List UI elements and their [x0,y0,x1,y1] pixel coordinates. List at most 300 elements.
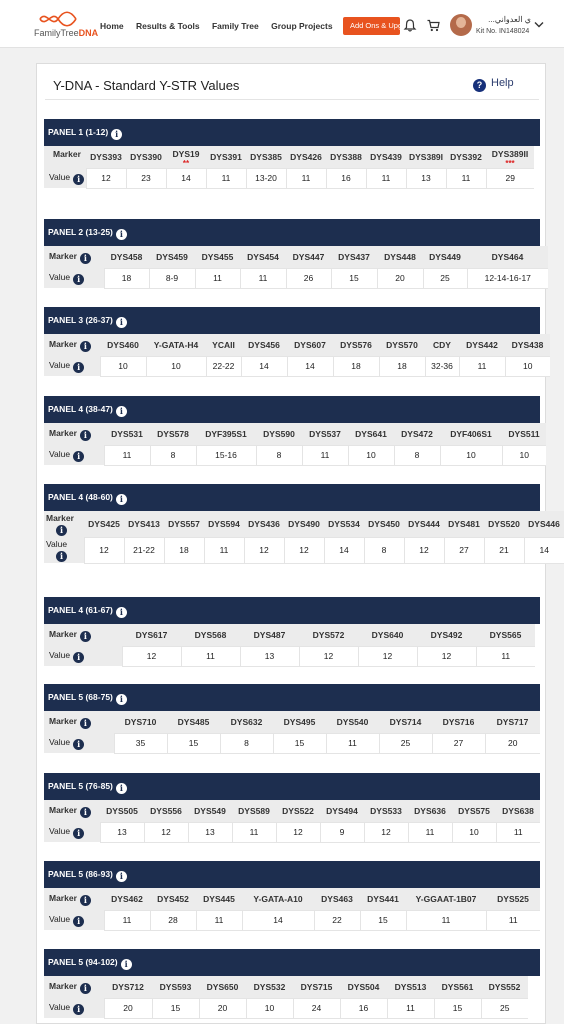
marker-name: DYS459 [149,246,195,268]
info-icon[interactable]: i [73,652,84,663]
marker-label-cell [44,423,104,445]
info-icon[interactable]: i [73,174,84,185]
marker-name: DYS589 [232,800,276,822]
marker-value: 10 [452,822,496,842]
marker-value: 8 [394,445,440,465]
marker-name: DYS641 [348,423,394,445]
marker-value: 11 [496,822,540,842]
panel-1 [44,119,540,189]
marker-value: 11 [476,646,535,666]
ystr-values-card [36,63,560,1024]
marker-value: 20 [485,733,540,753]
marker-value: 25 [379,733,432,753]
panel-header [44,484,540,511]
value-row [44,998,528,1018]
marker-value: 24 [293,998,340,1018]
marker-name: DYS531 [104,423,150,445]
panel-title: PANEL 5 (68-75) [48,692,113,702]
familytreedna-logo[interactable] [34,12,99,40]
marker-label: Marker [49,628,77,639]
marker-name: DYS442 [459,334,505,356]
info-icon[interactable]: i [121,959,132,970]
info-icon[interactable]: i [80,895,91,906]
marker-value: 12 [358,646,417,666]
value-row [44,537,564,563]
panel-header [44,307,540,334]
marker-row [44,423,546,445]
marker-name: DYS640 [358,624,417,646]
info-icon[interactable]: i [116,871,127,882]
info-icon[interactable]: i [73,1004,84,1015]
marker-name: DYS532 [246,976,293,998]
marker-name: DYS454 [240,246,286,268]
marker-value: 13 [406,168,446,188]
marker-row [44,246,548,268]
marker-name: DYS617 [122,624,181,646]
marker-value: 8 [220,733,273,753]
marker-name: Y-GATA-A10 [242,888,314,910]
value-label-cell [44,168,86,188]
marker-name: DYS438 [505,334,550,356]
marker-value: 15 [331,268,377,288]
marker-value: 12 [284,537,324,563]
panel-title: PANEL 5 (76-85) [48,781,113,791]
panel-header [44,773,540,800]
marker-value: 15 [152,998,199,1018]
marker-name: DYS447 [286,246,331,268]
marker-name: DYS534 [324,511,364,537]
marker-table [44,711,540,754]
marker-name: DYS385 [246,146,286,168]
info-icon[interactable]: i [116,229,127,240]
marker-value: 12 [276,822,320,842]
marker-label-cell [44,976,104,998]
marker-name: DYS575 [452,800,496,822]
marker-flag: *** [505,159,515,168]
info-icon[interactable]: i [116,494,127,505]
marker-value: 12 [417,646,476,666]
value-label: Value [46,538,68,549]
marker-label-cell [44,246,104,268]
logo-text: FamilyTreeDNA [34,28,99,38]
marker-value: 15 [167,733,220,753]
marker-name: Y-GATA-H4 [146,334,206,356]
marker-value: 12 [244,537,284,563]
cart-icon[interactable] [427,19,440,32]
marker-value: 13-20 [246,168,286,188]
info-icon[interactable]: i [73,916,84,927]
marker-name: DYS450 [364,511,404,537]
marker-name: DYS549 [188,800,232,822]
marker-name: DYS712 [104,976,152,998]
info-icon[interactable]: i [80,341,91,352]
value-label-cell [44,356,100,376]
marker-name: DYS426 [286,146,326,168]
marker-name: DYS439 [366,146,406,168]
marker-label-cell [44,624,122,646]
marker-value: 11 [446,168,486,188]
marker-name: DYS590 [256,423,302,445]
panel-header [44,949,540,976]
info-icon[interactable]: i [80,807,91,818]
marker-value: 10 [100,356,146,376]
info-icon[interactable]: i [80,253,91,264]
marker-value: 11 [195,268,240,288]
info-icon[interactable]: i [80,631,91,642]
marker-value: 23 [126,168,166,188]
panel-5 [44,484,560,564]
info-icon[interactable]: i [111,129,122,140]
info-icon[interactable]: i [73,274,84,285]
info-icon[interactable]: i [116,694,127,705]
marker-value: 15-16 [196,445,256,465]
marker-value: 8 [364,537,404,563]
value-label-cell [44,445,104,465]
marker-name: DYS537 [302,423,348,445]
marker-value: 11 [302,445,348,465]
marker-value: 18 [333,356,379,376]
marker-value: 13 [240,646,299,666]
value-row [44,822,540,842]
value-label: Value [49,913,71,924]
marker-name: DYS437 [331,246,377,268]
marker-row [44,624,535,646]
info-icon[interactable]: i [73,362,84,373]
panel-header [44,396,540,423]
marker-name: DYS464 [467,246,548,268]
info-icon[interactable]: i [80,718,91,729]
marker-row [44,146,534,168]
marker-name: DYS481 [444,511,484,537]
panel-8 [44,773,540,843]
value-row [44,646,535,666]
marker-label: Marker [49,250,77,261]
marker-value: 12 [404,537,444,563]
marker-name: DYS460 [100,334,146,356]
info-icon[interactable]: i [116,317,127,328]
marker-value: 11 [387,998,434,1018]
nav-results-tools[interactable]: Results & Tools [136,21,200,31]
marker-name: DYS593 [152,976,199,998]
marker-table [44,246,548,289]
marker-value: 27 [432,733,485,753]
info-icon[interactable]: i [116,607,127,618]
marker-row [44,711,540,733]
panel-header [44,597,540,624]
marker-value: 21 [484,537,524,563]
marker-name: DYS638 [496,800,540,822]
marker-name: DYS505 [100,800,144,822]
value-row [44,268,548,288]
panel-2 [44,219,540,289]
marker-name: DYS520 [484,511,524,537]
value-label-cell [44,822,100,842]
value-label: Value [49,359,71,370]
marker-value: 10 [146,356,206,376]
marker-value: 10 [440,445,502,465]
marker-table [44,976,528,1019]
marker-name: DYS716 [432,711,485,733]
value-label-cell [44,268,104,288]
marker-value: 20 [199,998,246,1018]
marker-name: DYS472 [394,423,440,445]
marker-name: DYS594 [204,511,244,537]
marker-name: DYS448 [377,246,423,268]
nav-home[interactable]: Home [100,21,124,31]
marker-value: 12 [84,537,124,563]
marker-name: DYS390 [126,146,166,168]
user-avatar[interactable] [450,14,472,36]
panel-9 [44,861,540,931]
panel-title: PANEL 4 (61-67) [48,605,113,615]
marker-value: 11 [286,168,326,188]
marker-table [44,624,535,667]
marker-value: 11 [406,910,486,930]
info-icon[interactable]: i [73,451,84,462]
marker-table [44,511,564,564]
marker-name: DYS710 [114,711,167,733]
marker-table [44,334,550,377]
add-ons-button[interactable]: Add Ons & Upgrades [343,17,400,35]
marker-label-cell [44,146,86,168]
marker-name: DYS607 [287,334,333,356]
panel-title: PANEL 4 (48-60) [48,492,113,502]
marker-table [44,888,540,931]
marker-name: DYS552 [481,976,528,998]
panel-title: PANEL 4 (38-47) [48,404,113,414]
value-row [44,356,550,376]
marker-name: DYS504 [340,976,387,998]
chevron-down-icon[interactable] [534,21,544,28]
marker-value: 14 [241,356,287,376]
panel-header [44,119,540,146]
marker-value: 32-36 [425,356,459,376]
main-nav [100,21,343,31]
marker-value: 12 [364,822,408,842]
marker-value: 21-22 [124,537,164,563]
marker-name: YCAII [206,334,241,356]
marker-value: 13 [100,822,144,842]
marker-name: DYS392 [446,146,486,168]
marker-name: DYS513 [387,976,434,998]
marker-name: DYS449 [423,246,467,268]
marker-value: 11 [104,910,150,930]
marker-label-cell [44,711,114,733]
marker-label: Marker [49,892,77,903]
marker-value: 20 [377,268,423,288]
marker-label: Marker [53,149,81,159]
panel-10 [44,949,540,1019]
panel-title: PANEL 5 (94-102) [48,957,118,967]
marker-name: DYS636 [408,800,452,822]
marker-label: Marker [49,427,77,438]
marker-name: DYS561 [434,976,481,998]
info-icon[interactable]: i [73,739,84,750]
marker-name: DYS389I [406,146,446,168]
marker-value: 10 [502,445,546,465]
marker-label-cell [44,888,104,910]
marker-name: DYS522 [276,800,320,822]
marker-value: 8 [256,445,302,465]
marker-name: DYS565 [476,624,535,646]
help-icon: ? [473,79,486,92]
marker-name: DYS714 [379,711,432,733]
help-link[interactable]: ? Help [473,77,514,92]
marker-name: DYS557 [164,511,204,537]
marker-name: DYS441 [360,888,406,910]
marker-value: 11 [181,646,240,666]
marker-name: DYS388 [326,146,366,168]
marker-value: 11 [326,733,379,753]
marker-value: 14 [287,356,333,376]
marker-name: DYS458 [104,246,149,268]
panel-6 [44,597,540,667]
marker-value: 11 [104,445,150,465]
page-title: Y-DNA - Standard Y-STR Values [53,78,240,93]
marker-name: DYS632 [220,711,273,733]
value-label: Value [49,271,71,282]
marker-name: DYS650 [199,976,246,998]
marker-value: 14 [166,168,206,188]
panel-7 [44,684,540,754]
marker-value: 13 [188,822,232,842]
marker-value: 18 [379,356,425,376]
marker-name: DYS490 [284,511,324,537]
info-icon[interactable]: i [56,525,67,536]
marker-name: DYS540 [326,711,379,733]
marker-label: Marker [49,715,77,726]
marker-value: 11 [486,910,540,930]
marker-name: DYS445 [196,888,242,910]
marker-value: 22-22 [206,356,241,376]
marker-value: 14 [524,537,564,563]
marker-name: DYS393 [86,146,126,168]
marker-name: DYS425 [84,511,124,537]
marker-value: 35 [114,733,167,753]
value-label: Value [49,171,71,182]
nav-family-tree[interactable]: Family Tree [211,21,259,31]
marker-name: DYS495 [273,711,326,733]
marker-name: DYS463 [314,888,360,910]
marker-value: 8 [150,445,196,465]
info-icon[interactable]: i [56,551,67,562]
info-icon[interactable]: i [80,983,91,994]
marker-flag: ** [182,159,190,168]
marker-value: 10 [505,356,550,376]
marker-value: 11 [240,268,286,288]
nav-group-projects[interactable]: Group Projects [271,21,333,31]
value-label-cell [44,646,122,666]
marker-value: 25 [423,268,467,288]
marker-name: DYS576 [333,334,379,356]
marker-name: Y-GGAAT-1B07 [406,888,486,910]
marker-name: DYS446 [524,511,564,537]
marker-value: 10 [246,998,293,1018]
marker-value: 8-9 [149,268,195,288]
marker-row [44,511,564,537]
value-label: Value [49,1001,71,1012]
marker-name: DYS556 [144,800,188,822]
marker-label: Marker [49,338,77,349]
value-label: Value [49,448,71,459]
marker-table [44,800,540,843]
marker-value: 14 [324,537,364,563]
panel-4 [44,396,540,466]
marker-table [44,423,546,466]
marker-name: DYS462 [104,888,150,910]
dna-helix-icon [38,12,84,26]
value-row [44,910,540,930]
marker-value: 18 [164,537,204,563]
marker-name: DYS19 ** [166,146,206,168]
panel-3 [44,307,544,377]
bell-icon[interactable] [404,19,416,32]
marker-label: Marker [49,804,77,815]
panel-header [44,861,540,888]
marker-value: 11 [204,537,244,563]
panel-title: PANEL 1 (1-12) [48,127,109,137]
marker-name: DYS717 [485,711,540,733]
marker-value: 11 [459,356,505,376]
marker-name: DYF395S1 [196,423,256,445]
marker-value: 12 [122,646,181,666]
marker-name: DYS487 [240,624,299,646]
marker-name: DYS715 [293,976,340,998]
marker-name: DYS413 [124,511,164,537]
panel-title: PANEL 3 (26-37) [48,315,113,325]
marker-name: DYS389II *** [486,146,534,168]
marker-name: DYS455 [195,246,240,268]
marker-value: 22 [314,910,360,930]
info-icon[interactable]: i [116,783,127,794]
marker-value: 11 [196,910,242,930]
title-divider [45,99,539,100]
value-label-cell [44,537,84,563]
info-icon[interactable]: i [80,430,91,441]
marker-value: 14 [242,910,314,930]
value-label-cell [44,910,104,930]
marker-value: 11 [206,168,246,188]
marker-value: 12 [299,646,358,666]
value-label-cell [44,998,104,1018]
marker-table [44,146,534,189]
marker-name: DYS494 [320,800,364,822]
value-label: Value [49,825,71,836]
info-icon[interactable]: i [73,828,84,839]
marker-label: Marker [49,980,77,991]
user-name: ...ي العدواني [488,15,531,24]
marker-label-cell [44,511,84,537]
marker-value: 26 [286,268,331,288]
marker-value: 18 [104,268,149,288]
panel-header [44,684,540,711]
marker-value: 12 [86,168,126,188]
marker-value: 11 [366,168,406,188]
marker-name: DYS452 [150,888,196,910]
marker-name: DYS444 [404,511,444,537]
info-icon[interactable]: i [116,406,127,417]
marker-row [44,888,540,910]
marker-value: 11 [232,822,276,842]
marker-name: DYS533 [364,800,408,822]
kit-number: Kit No. IN148024 [476,28,530,35]
marker-label-cell [44,334,100,356]
marker-name: DYS568 [181,624,240,646]
value-row [44,168,534,188]
marker-row [44,800,540,822]
value-label: Value [49,649,71,660]
panel-title: PANEL 5 (86-93) [48,869,113,879]
